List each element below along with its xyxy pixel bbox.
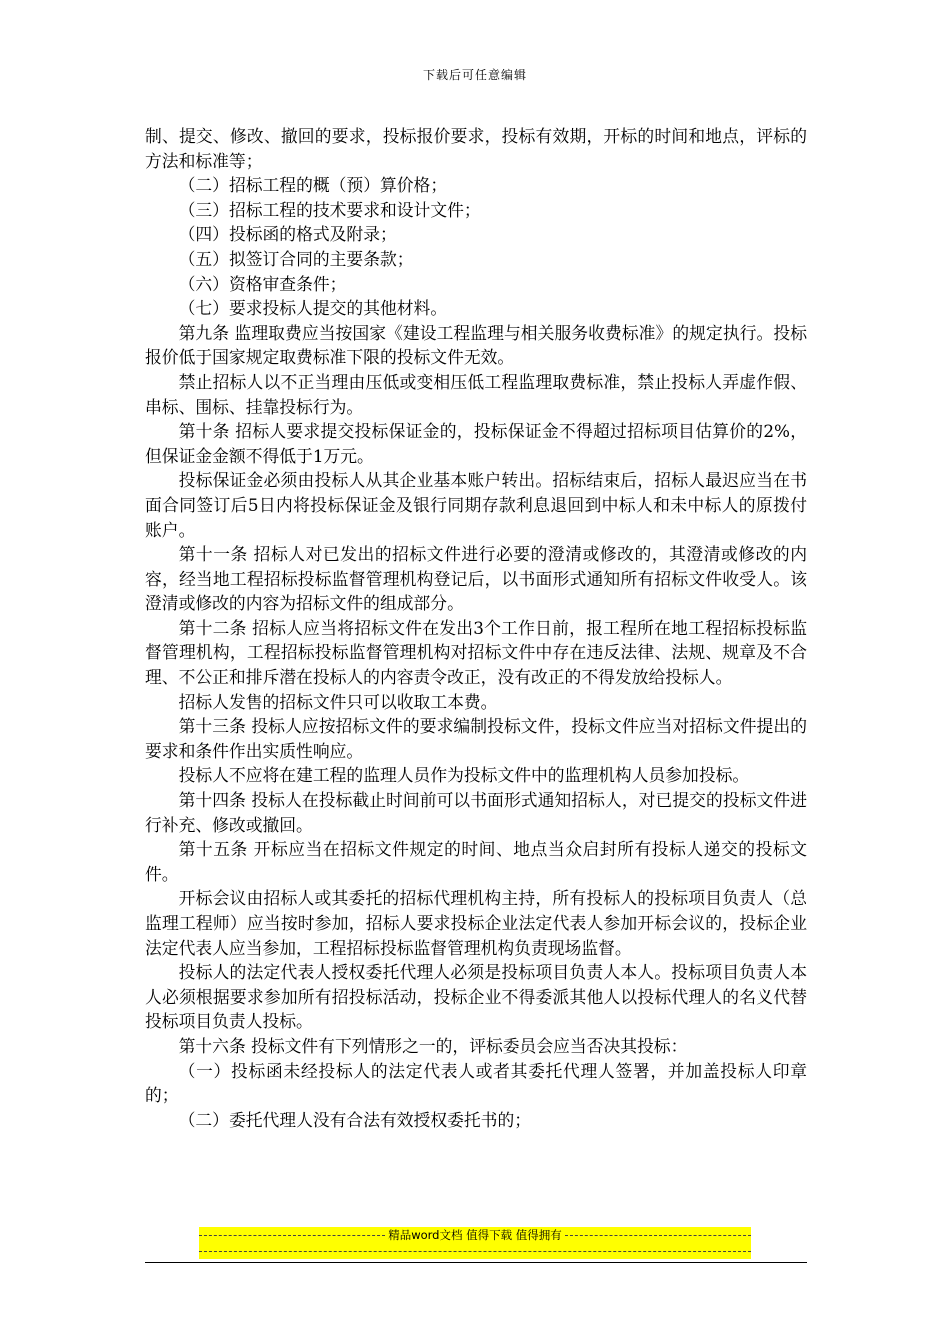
- page-header: 下载后可任意编辑: [422, 68, 527, 82]
- paragraph: 第十三条 投标人应按招标文件的要求编制投标文件，投标文件应当对招标文件提出的要求和条件作出实质性响应。: [145, 716, 807, 761]
- dash-line: [565, 1235, 751, 1236]
- paragraph: 禁止招标人以不正当理由压低或变相压低工程监理取费标准，禁止投标人弄虚作假、串标、围标、挂靠投标行为。: [145, 371, 807, 417]
- paragraph: 第十条 招标人要求提交投标保证金的，投标保证金不得超过招标项目估算价的2%，但保证金金额不得低于1万元。: [145, 421, 807, 466]
- paragraph: （七）要求投标人提交的其他材料。: [178, 298, 448, 319]
- paragraph: （四）投标函的格式及附录；: [178, 224, 397, 245]
- dash-line: [199, 1251, 751, 1252]
- paragraph: 第十五条 开标应当在招标文件规定的时间、地点当众启封所有投标人递交的投标文件。: [145, 839, 807, 884]
- paragraph: 第十六条 投标文件有下列情形之一的，评标委员会应当否决其投标：: [178, 1035, 688, 1056]
- paragraph: （二）招标工程的概（预）算价格；: [178, 175, 448, 196]
- footer-label: 精品word文档 值得下载 值得拥有: [388, 1228, 562, 1242]
- paragraph: 投标人的法定代表人授权委托代理人必须是投标项目负责人本人。投标项目负责人本人必须根据要求参加所有招投标活动，投标企业不得委派其他人以投标代理人的名义代替投标项目负责人投标。: [145, 962, 807, 1032]
- footer-banner-row-1: [199, 1227, 751, 1243]
- paragraph: （一）投标函未经投标人的法定代表人或者其委托代理人签署，并加盖投标人印章的；: [145, 1060, 807, 1106]
- footer-banner: [199, 1227, 751, 1259]
- paragraph: 投标人不应将在建工程的监理人员作为投标文件中的监理机构人员参加投标。: [178, 765, 750, 786]
- dash-line: [199, 1235, 385, 1236]
- paragraph: （二）委托代理人没有合法有效授权委托书的；: [178, 1109, 532, 1130]
- document-body: [145, 124, 807, 1132]
- paragraph: 第十四条 投标人在投标截止时间前可以书面形式通知招标人，对已提交的投标文件进行补充、修改或撤回。: [145, 790, 807, 835]
- footer-banner-row-2: [199, 1243, 751, 1259]
- paragraph: 第十二条 招标人应当将招标文件在发出3个工作日前，报工程所在地工程招标投标监督管理机构，工程招标投标监督管理机构对招标文件中存在违反法律、法规、规章及不合理、不公正和排斥潜在投标人的内容责令改正，没有改正的不得发放给投标人。: [145, 617, 807, 688]
- paragraph: （六）资格审查条件；: [178, 273, 347, 294]
- paragraph: 制、提交、修改、撤回的要求，投标报价要求，投标有效期，开标的时间和地点，评标的方法和标准等；: [145, 126, 807, 171]
- paragraph: 开标会议由招标人或其委托的招标代理机构主持，所有投标人的投标项目负责人（总监理工程师）应当按时参加，招标人要求投标企业法定代表人参加开标会议的，投标企业法定代表人应当参加，工程招标投标监督管理机构负责现场监督。: [145, 888, 807, 958]
- paragraph: 投标保证金必须由投标人从其企业基本账户转出。招标结束后，招标人最迟应当在书面合同签订后5日内将投标保证金及银行同期存款利息退回到中标人和未中标人的原拨付账户。: [145, 470, 807, 540]
- paragraph: 第十一条 招标人对已发出的招标文件进行必要的澄清或修改的，其澄清或修改的内容，经当地工程招标投标监督管理机构登记后，以书面形式通知所有招标文件收受人。该澄清或修改的内容为招标文件的组成部分。: [145, 544, 807, 614]
- paragraph: （三）招标工程的技术要求和设计文件；: [178, 199, 481, 220]
- paragraph: 招标人发售的招标文件只可以收取工本费。: [178, 691, 498, 712]
- paragraph: （五）拟签订合同的主要条款；: [178, 248, 414, 269]
- bottom-rule: [145, 1262, 807, 1263]
- paragraph: 第九条 监理取费应当按国家《建设工程监理与相关服务收费标准》的规定执行。投标报价低于国家规定取费标准下限的投标文件无效。: [145, 322, 807, 368]
